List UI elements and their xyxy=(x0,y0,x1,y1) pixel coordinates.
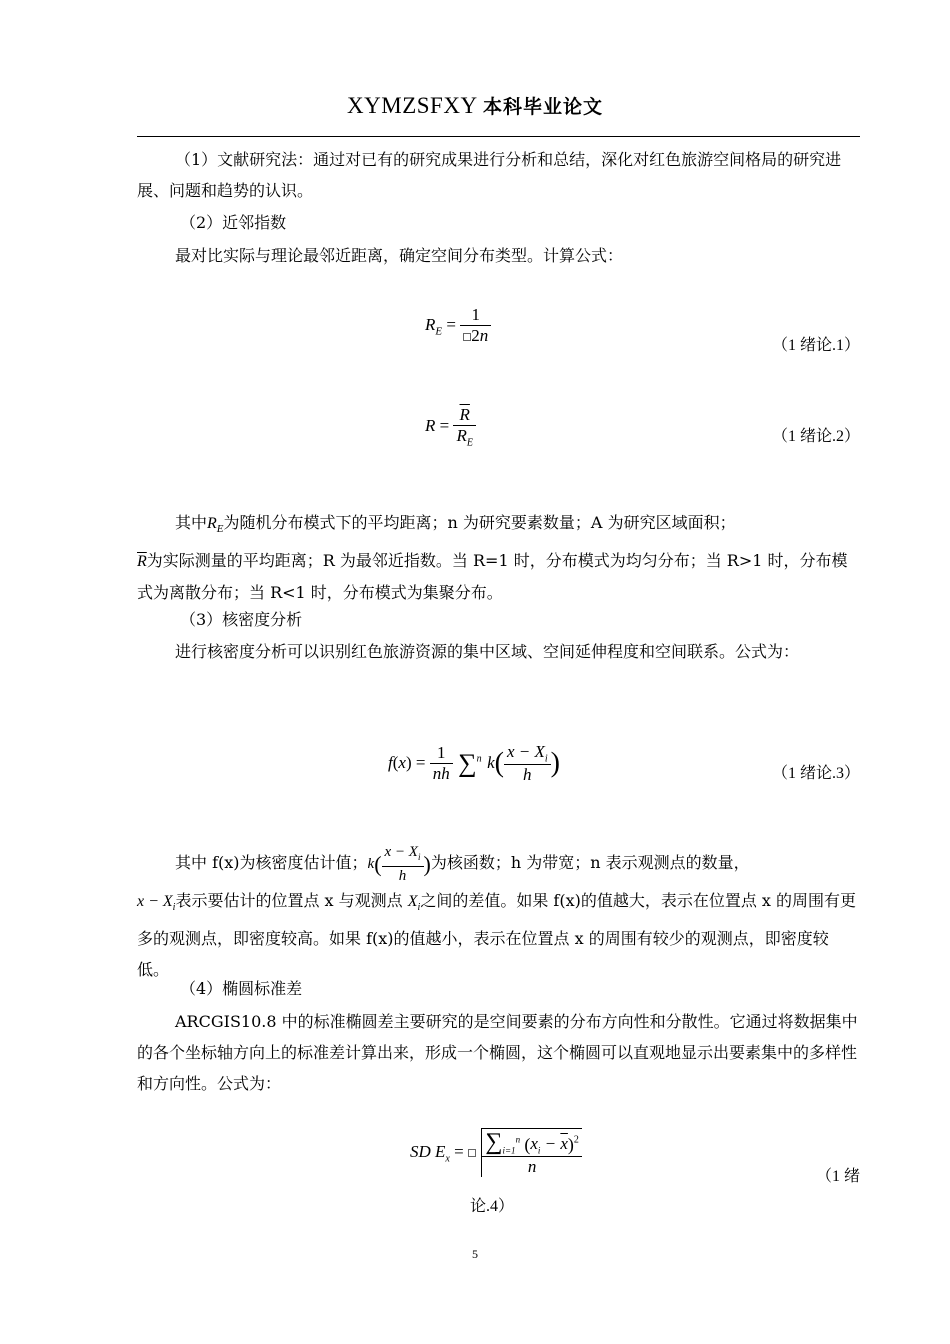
symbol-RE: $R_E$ xyxy=(207,515,224,536)
page-number: 5 xyxy=(472,1247,478,1261)
equation-2-number: （1 绪论.2） xyxy=(771,428,860,445)
paragraph-nearest-neighbor-explanation xyxy=(137,507,860,608)
header-title: 本科毕业论文 xyxy=(482,96,603,118)
symbol-R-bar: $\overline{R}$ xyxy=(137,553,147,571)
header-rule xyxy=(137,136,860,137)
header-latin: XYMZSFXY xyxy=(347,93,477,118)
equation-4-number-b: 论.4） xyxy=(470,1198,515,1215)
p5-lead: 其中 f(x)为核密度估计值； xyxy=(175,853,368,872)
equation-1: $R_E$ = $\frac{1}{2n}$ xyxy=(425,305,491,346)
paragraph-standard-ellipse: ARCGIS10.8 中的标准椭圆差主要研究的是空间要素的分布方向性和分散性。它通过将数据集中的各个坐标轴方向上的标准差计算出来，形成一个椭圆，这个椭圆可以直观地显示出要素集中的多样性和方向性。公式为： xyxy=(137,1012,858,1093)
p5-text-b2: 之间的差值。如果 f(x)的值越大，表示在位置点 x 的周围有更多的观测点，即密度较高。如果 f(x)的值越小，表示在位置点 x 的周围有较少的观测点，即密度较低。 xyxy=(137,891,857,980)
p3-lead: 其中 xyxy=(175,513,208,532)
p5-text-b1: 表示要估计的位置点 x 与观测点 xyxy=(175,891,403,910)
heading-nearest-neighbor: （2）近邻指数 xyxy=(180,213,287,232)
p3-text-b: 为实际测量的平均距离；R 为最邻近指数。当 R=1 时，分布模式为均匀分布；当 R>1 时，分布模式为离散分布；当 R<1 时，分布模式为集聚分布。 xyxy=(137,551,848,603)
kernel-function-inline: k( $\frac{x - X_i}{h}$ ) xyxy=(367,844,431,884)
paragraph-literature-method: （1）文献研究法：通过对已有的研究成果进行分析和总结，深化对红色旅游空间格局的研究进展、问题和趋势的认识。 xyxy=(137,150,842,200)
symbol-Xi: $X_i$ xyxy=(407,893,421,914)
equation-2: R = $\frac{\overline{R}}{R_E}$ xyxy=(425,405,476,448)
paragraph-kernel-density-intro: 进行核密度分析可以识别红色旅游资源的集中区域、空间延伸程度和空间联系。公式为： xyxy=(175,642,800,661)
page-header xyxy=(0,92,950,119)
equation-4-number-a: （1 绪 xyxy=(815,1168,860,1185)
heading-kernel-density: （3）核密度分析 xyxy=(180,610,303,629)
equation-4: SD $E_x$ = $\frac{\sum_{i=1}^n (x_i - \overline{x})^2}{n}$ xyxy=(410,1128,582,1177)
equation-1-number: （1 绪论.1） xyxy=(771,337,860,354)
equation-3-number: （1 绪论.3） xyxy=(771,765,860,782)
p3-text-a: 为随机分布模式下的平均距离；n 为研究要素数量；A 为研究区域面积； xyxy=(223,513,736,532)
p5-mid: 为核函数；h 为带宽；n 表示观测点的数量， xyxy=(430,853,750,872)
paragraph-nearest-neighbor-intro: 最对比实际与理论最邻近距离，确定空间分布类型。计算公式： xyxy=(175,246,624,265)
equation-3: f(x) = $\frac{1}{nh}$ ∑$^n$ k( $\frac{x - X_i}{h}$ ) xyxy=(388,742,560,785)
paragraph-kernel-density-explanation xyxy=(137,843,860,985)
symbol-x-minus-Xi: $x - X_i$ xyxy=(137,893,176,914)
heading-standard-ellipse: （4）椭圆标准差 xyxy=(180,979,303,998)
